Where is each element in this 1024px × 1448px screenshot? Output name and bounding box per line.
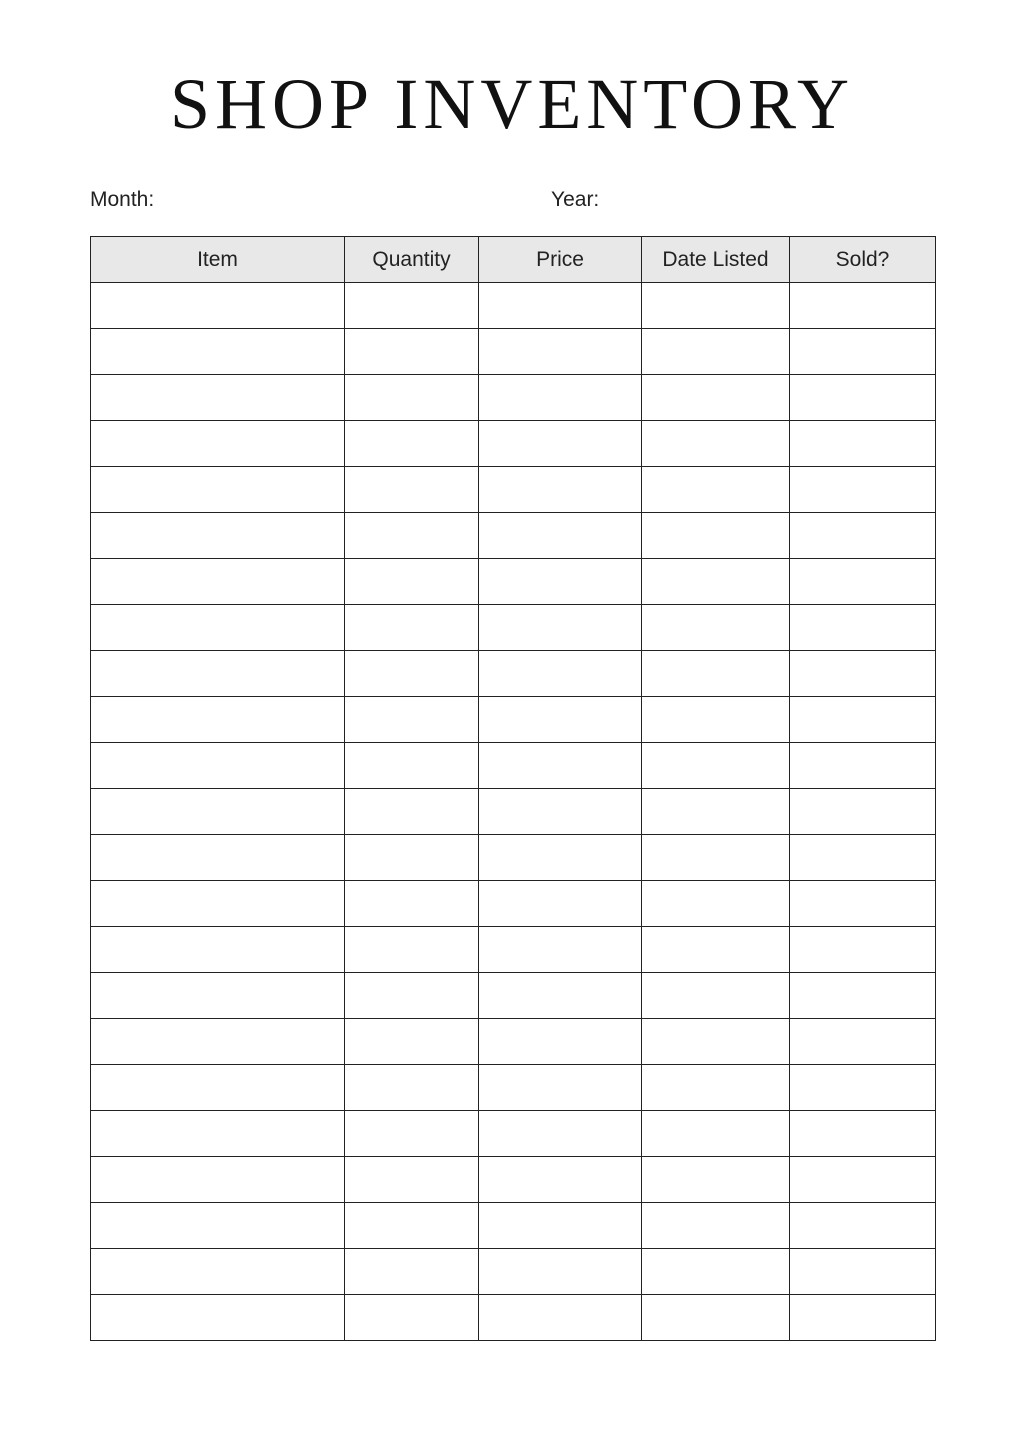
date-listed-cell[interactable] [642,1157,790,1203]
price-cell[interactable] [479,651,642,697]
price-cell[interactable] [479,697,642,743]
table-row [91,789,936,835]
table-row [91,1203,936,1249]
date-listed-cell[interactable] [642,1295,790,1341]
table-row [91,283,936,329]
table-row [91,927,936,973]
sold-cell[interactable] [790,835,936,881]
item-cell[interactable] [91,1249,345,1295]
sold-cell[interactable] [790,283,936,329]
quantity-cell[interactable] [345,697,479,743]
quantity-cell[interactable] [345,1111,479,1157]
date-listed-cell[interactable] [642,283,790,329]
table-row [91,973,936,1019]
date-listed-cell[interactable] [642,421,790,467]
item-cell[interactable] [91,651,345,697]
table-row [91,329,936,375]
sold-cell[interactable] [790,513,936,559]
sold-cell[interactable] [790,927,936,973]
sold-cell[interactable] [790,1019,936,1065]
price-cell[interactable] [479,375,642,421]
sold-cell[interactable] [790,743,936,789]
month-field-label: Month: [90,188,155,211]
column-header-date-listed: Date Listed [642,237,790,283]
table-row [91,559,936,605]
column-header-quantity: Quantity [345,237,479,283]
item-cell[interactable] [91,835,345,881]
table-row [91,513,936,559]
table-body [91,283,936,1341]
table-row [91,1249,936,1295]
date-listed-cell[interactable] [642,329,790,375]
date-listed-cell[interactable] [642,789,790,835]
item-cell[interactable] [91,1295,345,1341]
table-row [91,1157,936,1203]
price-cell[interactable] [479,835,642,881]
quantity-cell[interactable] [345,513,479,559]
date-listed-cell[interactable] [642,835,790,881]
date-listed-cell[interactable] [642,1249,790,1295]
item-cell[interactable] [91,973,345,1019]
item-cell[interactable] [91,1203,345,1249]
price-cell[interactable] [479,421,642,467]
inventory-table [90,236,936,1341]
quantity-cell[interactable] [345,1249,479,1295]
date-listed-cell[interactable] [642,973,790,1019]
table-row [91,1065,936,1111]
item-cell[interactable] [91,743,345,789]
date-listed-cell[interactable] [642,1065,790,1111]
quantity-cell[interactable] [345,1019,479,1065]
quantity-cell[interactable] [345,1295,479,1341]
price-cell[interactable] [479,1295,642,1341]
date-listed-cell[interactable] [642,651,790,697]
column-header-price: Price [479,237,642,283]
item-cell[interactable] [91,329,345,375]
quantity-cell[interactable] [345,973,479,1019]
quantity-cell[interactable] [345,1065,479,1111]
date-listed-cell[interactable] [642,605,790,651]
quantity-cell[interactable] [345,375,479,421]
sold-cell[interactable] [790,973,936,1019]
price-cell[interactable] [479,1157,642,1203]
quantity-cell[interactable] [345,283,479,329]
table-row [91,1111,936,1157]
date-listed-cell[interactable] [642,467,790,513]
sold-cell[interactable] [790,559,936,605]
sold-cell[interactable] [790,1203,936,1249]
item-cell[interactable] [91,1019,345,1065]
table-row [91,835,936,881]
table-row [91,605,936,651]
table-row [91,375,936,421]
date-listed-cell[interactable] [642,513,790,559]
price-cell[interactable] [479,881,642,927]
sold-cell[interactable] [790,651,936,697]
table-row [91,743,936,789]
date-listed-cell[interactable] [642,743,790,789]
table-row [91,421,936,467]
item-cell[interactable] [91,1111,345,1157]
sold-cell[interactable] [790,1065,936,1111]
quantity-cell[interactable] [345,559,479,605]
table-row [91,1295,936,1341]
table-row [91,1019,936,1065]
sold-cell[interactable] [790,1111,936,1157]
item-cell[interactable] [91,375,345,421]
quantity-cell[interactable] [345,421,479,467]
sold-cell[interactable] [790,605,936,651]
price-cell[interactable] [479,927,642,973]
year-field-label: Year: [551,188,600,211]
date-listed-cell[interactable] [642,1019,790,1065]
price-cell[interactable] [479,973,642,1019]
sold-cell[interactable] [790,375,936,421]
date-listed-cell[interactable] [642,375,790,421]
price-cell[interactable] [479,1065,642,1111]
price-cell[interactable] [479,1249,642,1295]
item-cell[interactable] [91,789,345,835]
quantity-cell[interactable] [345,651,479,697]
sold-cell[interactable] [790,421,936,467]
date-listed-cell[interactable] [642,927,790,973]
table-row [91,881,936,927]
item-cell[interactable] [91,605,345,651]
sold-cell[interactable] [790,697,936,743]
item-cell[interactable] [91,1065,345,1111]
price-cell[interactable] [479,605,642,651]
quantity-cell[interactable] [345,881,479,927]
quantity-cell[interactable] [345,927,479,973]
quantity-cell[interactable] [345,467,479,513]
date-listed-cell[interactable] [642,1203,790,1249]
price-cell[interactable] [479,789,642,835]
price-cell[interactable] [479,1203,642,1249]
price-cell[interactable] [479,467,642,513]
sold-cell[interactable] [790,329,936,375]
price-cell[interactable] [479,743,642,789]
sold-cell[interactable] [790,1295,936,1341]
quantity-cell[interactable] [345,743,479,789]
page-title: SHOP INVENTORY [169,64,855,144]
item-cell[interactable] [91,421,345,467]
sold-cell[interactable] [790,1249,936,1295]
date-listed-cell[interactable] [642,881,790,927]
price-cell[interactable] [479,559,642,605]
price-cell[interactable] [479,1019,642,1065]
quantity-cell[interactable] [345,605,479,651]
item-cell[interactable] [91,697,345,743]
price-cell[interactable] [479,283,642,329]
quantity-cell[interactable] [345,1157,479,1203]
date-listed-cell[interactable] [642,697,790,743]
quantity-cell[interactable] [345,1203,479,1249]
table-header-row [91,237,936,283]
item-cell[interactable] [91,513,345,559]
item-cell[interactable] [91,559,345,605]
date-listed-cell[interactable] [642,1111,790,1157]
sold-cell[interactable] [790,789,936,835]
table-row [91,651,936,697]
item-cell[interactable] [91,283,345,329]
item-cell[interactable] [91,927,345,973]
date-listed-cell[interactable] [642,559,790,605]
column-header-item: Item [91,237,345,283]
column-header-sold: Sold? [790,237,936,283]
item-cell[interactable] [91,467,345,513]
quantity-cell[interactable] [345,789,479,835]
table-row [91,467,936,513]
item-cell[interactable] [91,881,345,927]
sold-cell[interactable] [790,467,936,513]
item-cell[interactable] [91,1157,345,1203]
price-cell[interactable] [479,1111,642,1157]
sold-cell[interactable] [790,881,936,927]
sold-cell[interactable] [790,1157,936,1203]
price-cell[interactable] [479,513,642,559]
price-cell[interactable] [479,329,642,375]
quantity-cell[interactable] [345,835,479,881]
table-row [91,697,936,743]
quantity-cell[interactable] [345,329,479,375]
